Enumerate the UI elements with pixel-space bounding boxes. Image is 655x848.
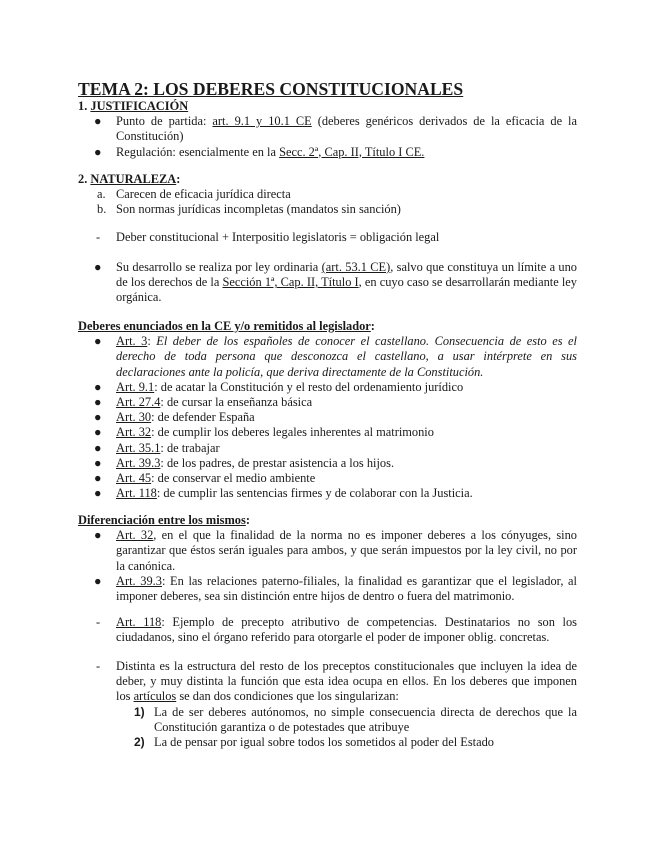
number-marker: 1) (134, 704, 145, 719)
bullet-icon: ● (94, 528, 102, 543)
section-heading-text: JUSTIFICACIÓN (90, 99, 189, 113)
bullet-icon: ● (94, 260, 102, 274)
bullet-item (78, 114, 577, 144)
item-text: , en el que la finalidad de la norma no es imponer deberes a los cónyuges, sino garantizar que éstos serán iguales para ambos, y que serán impuestos por la ley civil, no por la canónica. (116, 528, 578, 573)
article-link[interactable]: Art. 39.3 (116, 573, 162, 588)
item-text: : de cursar la enseñanza básica (160, 395, 313, 410)
item-text: : de defender España (151, 410, 255, 425)
article-link[interactable]: Art. 39.3 (116, 455, 161, 470)
item-text: Deber constitucional + Interpositio legislatoris = obligación legal (116, 230, 440, 244)
dash-marker: - (96, 615, 101, 629)
article-link[interactable]: Art. 32 (116, 528, 154, 543)
section-deberes (0, 319, 655, 501)
item-text: Punto de partida: (116, 114, 213, 129)
section-naturaleza (0, 172, 655, 218)
article-link[interactable]: Secc. 2ª, Cap. II, Título I CE. (279, 144, 425, 159)
page-title: TEMA 2: LOS DEBERES CONSTITUCIONALES (78, 79, 464, 99)
estructura-paragraph (0, 659, 655, 750)
bullet-item (78, 471, 577, 486)
dash-item (78, 615, 577, 645)
obligation-formula (0, 230, 655, 245)
article-link[interactable]: Art. 45 (116, 471, 152, 486)
section-diferenciacion (0, 513, 655, 604)
item-text: La de ser deberes autónomos, no simple consecuencia directa de derechos que la Constitución garantiza o de potestades que atribuye (154, 704, 577, 734)
item-text: , salvo que constituya un límite a uno de los derechos de la (116, 260, 577, 290)
bullet-icon: ● (94, 114, 102, 129)
page-title-block (0, 79, 655, 99)
item-text: : de cumplir los deberes legales inherentes al matrimonio (151, 425, 434, 440)
item-text: Carecen de eficacia jurídica directa (116, 187, 291, 202)
bullet-icon: ● (94, 471, 102, 486)
section-heading (78, 513, 577, 528)
bullet-item (78, 425, 577, 440)
section-heading (78, 172, 577, 187)
section-number: 1. (78, 99, 91, 113)
letter-marker: b. (97, 202, 107, 217)
heading-colon: : (245, 513, 250, 527)
section-justificacion (0, 99, 655, 160)
item-text: El deber de los españoles de conocer el castellano. Consecuencia de esto es el derecho de toda persona que desconozca el castellano, a usar intérprete en sus declaraciones ante la policía, que deriva directamente de la Constitución. (116, 334, 577, 379)
numbered-item (78, 735, 577, 750)
article-link[interactable]: Art. 30 (116, 410, 152, 425)
bullet-icon: ● (94, 379, 102, 394)
article-link[interactable]: Art. 118 (116, 486, 157, 501)
bullet-icon: ● (94, 573, 102, 588)
bullet-item (78, 574, 577, 604)
item-text: Distinta es la estructura del resto de los preceptos constitucionales que incluyen la idea de deber, y muy distinta la función que esta idea ocupa en ellos. En los deberes que imponen los (116, 659, 577, 704)
dash-item (78, 230, 577, 245)
bullet-item (78, 528, 577, 574)
lettered-item (78, 187, 577, 202)
bullet-item (78, 410, 577, 425)
article-link[interactable]: Art. 27.4 (116, 395, 161, 410)
bullet-item (78, 395, 577, 410)
section-heading-text: Diferenciación entre los mismos (78, 513, 246, 527)
item-text: Su desarrollo se realiza por ley ordinaria (116, 260, 322, 274)
article-link[interactable]: Art. 35.1 (116, 440, 161, 455)
item-text: : de los padres, de prestar asistencia a los hijos. (160, 455, 395, 470)
bullet-item (78, 456, 577, 471)
section-heading-text: Deberes enunciados en la CE y/o remitidos al legislador (78, 319, 371, 333)
section-number: 2. (78, 172, 91, 186)
dash-marker: - (96, 659, 101, 673)
bullet-icon: ● (94, 144, 102, 159)
item-text: : En las relaciones paterno-filiales, la finalidad es garantizar que el legislador, al imponer deberes, sea sin distinción entre hijos de dentro o fuera del matrimonio. (116, 573, 577, 604)
bullet-item (78, 380, 577, 395)
bullet-icon: ● (94, 486, 102, 501)
item-text: , en cuyo caso se desarrollarán mediante ley orgánica. (116, 275, 577, 305)
item-text: (deberes genéricos derivados de la eficacia de la Constitución) (116, 114, 577, 144)
article-link[interactable]: Art. 32 (116, 425, 152, 440)
item-text: se dan dos condiciones que los singularizan: (176, 689, 399, 704)
section-heading-text: NATURALEZA (90, 172, 177, 186)
bullet-icon: ● (94, 425, 102, 440)
letter-marker: a. (97, 187, 106, 202)
heading-colon: : (176, 172, 181, 186)
bullet-icon: ● (94, 455, 102, 470)
item-text: Son normas jurídicas incompletas (mandatos sin sanción) (116, 202, 401, 217)
section-heading (78, 319, 577, 334)
art118-paragraph (0, 615, 655, 645)
numbered-item (78, 705, 577, 735)
bullet-item (78, 260, 577, 306)
bullet-icon: ● (94, 440, 102, 455)
item-text: : de trabajar (160, 440, 220, 455)
article-link[interactable]: Art. 118 (116, 615, 162, 629)
bullet-item (78, 486, 577, 501)
item-text: : Ejemplo de precepto atributivo de competencias. Destinatarios no son los ciudadanos, sino el órgano referido para otorgarle el poder de imponer oblig. concretas. (116, 615, 577, 645)
desarrollo-paragraph (0, 260, 655, 306)
item-text: : (147, 334, 157, 349)
heading-colon: : (370, 319, 375, 333)
section-heading (78, 99, 577, 114)
bullet-item (78, 145, 577, 160)
item-text: Regulación: esencialmente en la (116, 144, 280, 159)
dash-marker: - (96, 230, 101, 244)
bullet-icon: ● (94, 334, 102, 349)
item-text: : de conservar el medio ambiente (151, 471, 316, 486)
lettered-item (78, 202, 577, 217)
bullet-item (78, 441, 577, 456)
bullet-icon: ● (94, 395, 102, 410)
item-text: La de pensar por igual sobre todos los sometidos al poder del Estado (154, 735, 494, 750)
article-link[interactable]: Sección 1ª, Cap. II, Título I (222, 275, 359, 290)
article-link[interactable]: Art. 3 (116, 334, 148, 349)
article-link[interactable]: art. 9.1 y 10.1 CE (212, 114, 312, 129)
item-text: : de acatar la Constitución y el resto del ordenamiento jurídico (154, 379, 464, 394)
bullet-item (78, 334, 577, 380)
number-marker: 2) (134, 735, 145, 750)
dash-item (78, 659, 577, 705)
bullet-icon: ● (94, 410, 102, 425)
item-text: : de cumplir las sentencias firmes y de colaborar con la Justicia. (156, 486, 473, 501)
article-link[interactable]: artículos (133, 689, 177, 704)
article-link[interactable]: (art. 53.1 CE) (321, 260, 391, 274)
article-link[interactable]: Art. 9.1 (116, 379, 155, 394)
